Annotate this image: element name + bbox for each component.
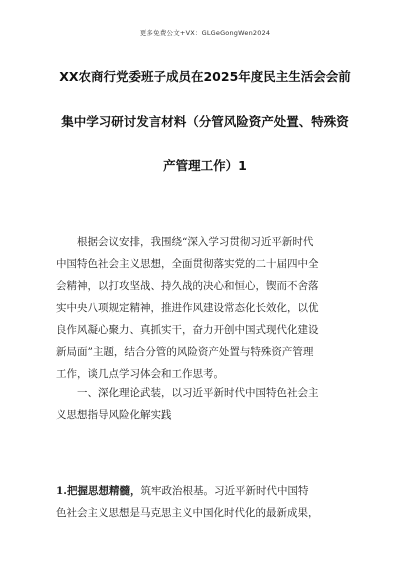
subsection-1 <box>56 480 356 524</box>
paragraph-line: 良作风凝心聚力、真抓实干，奋力开创中国式现代化建设 <box>56 324 319 336</box>
document-title-line-1: XX农商行党委班子成员在2025年度民主生活会会前 <box>59 69 351 84</box>
section-heading-line: 一、深化理论武装，以习近平新时代中国特色社会主 <box>56 387 319 399</box>
section-heading-1 <box>56 382 356 426</box>
paragraph-line: 会精神，以打攻坚战、持久战的决心和恒心，锲而不舍落 <box>56 280 319 292</box>
header-note: 更多免费公文+VX：GLGeGongWen2024 <box>139 29 271 37</box>
paragraph-line: 根据会议安排，我围绕“深入学习贯彻习近平新时代 <box>56 236 314 248</box>
subsection-lead: 1.把握思想精髓， <box>56 485 141 497</box>
paragraph-line: 中国特色社会主义思想，全面贯彻落实党的二十届四中全 <box>56 258 319 270</box>
intro-paragraph <box>56 231 356 385</box>
document-title-line-3: 产管理工作）1 <box>163 158 247 173</box>
paragraph-line: 新局面”主题，结合分管的风险资产处置与特殊资产管理 <box>56 346 314 358</box>
subsection-text: 筑牢政治根基。习近平新时代中国特 <box>140 485 309 497</box>
subsection-line: 色社会主义思想是马克思主义中国化时代化的最新成果， <box>56 507 319 519</box>
document-title-line-2: 集中学习研讨发言材料（分管风险资产处置、特殊资 <box>61 114 349 129</box>
paragraph-line: 实中央八项规定精神，推进作风建设常态化长效化，以优 <box>56 302 319 314</box>
paragraph-line: 工作，谈几点学习体会和工作思考。 <box>56 368 224 380</box>
subsection-line <box>56 480 356 502</box>
section-heading-line: 义思想指导风险化解实践 <box>56 409 172 421</box>
